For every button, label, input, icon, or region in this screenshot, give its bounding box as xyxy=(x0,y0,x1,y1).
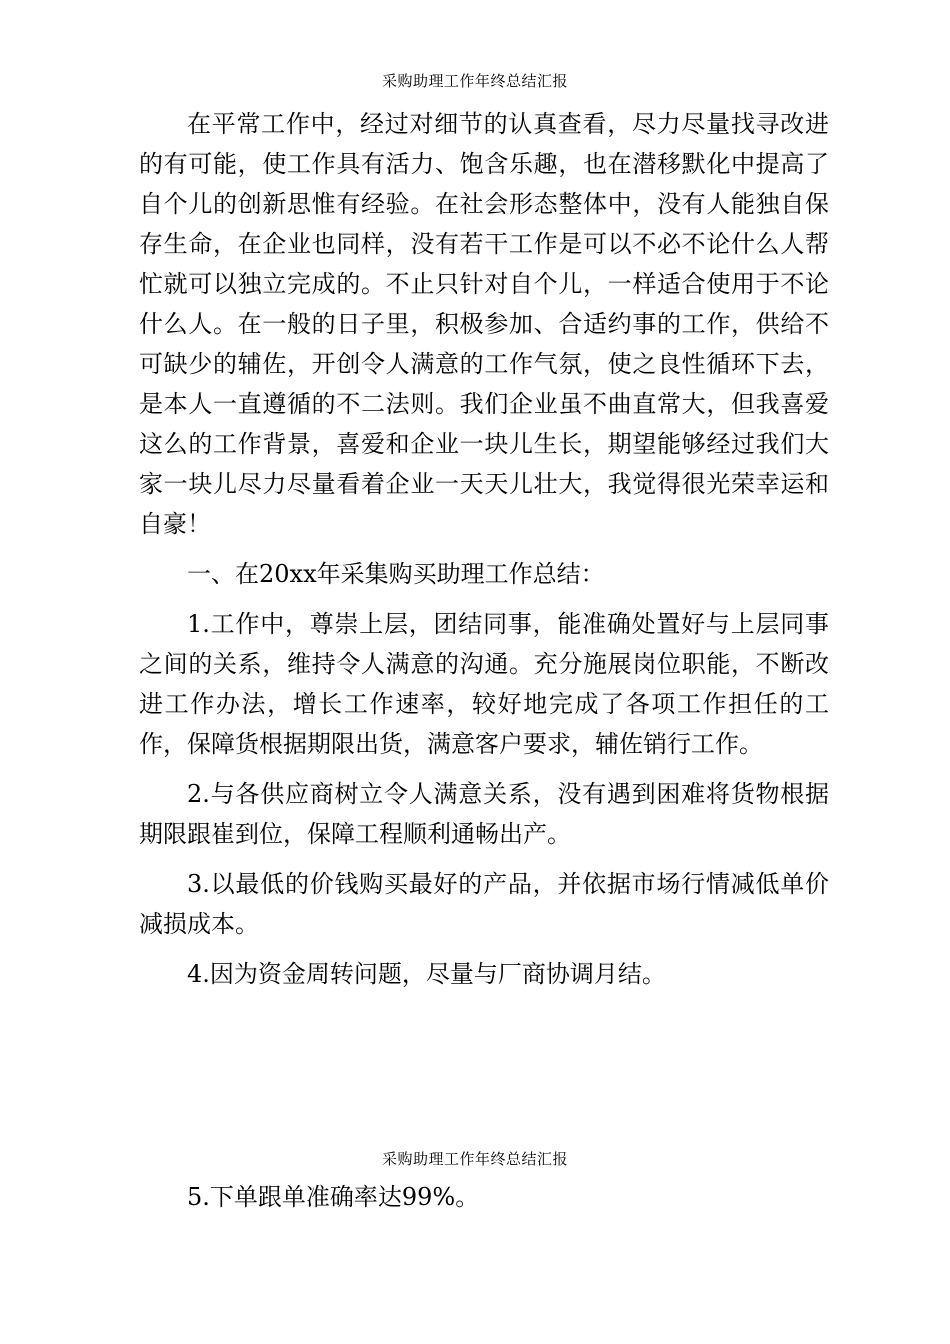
list-item-1: 1.工作中，尊崇上层，团结同事，能准确处置好与上层同事之间的关系，维持令人满意的沟通。充分施展岗位职能，不断改进工作办法，增长工作速率，较好地完成了各项工作担任的工作，保障货根据期限出货，满意客户要求，辅佐销行工作。 xyxy=(139,610,829,758)
list-item-2: 2.与各供应商树立令人满意关系，没有遇到困难将货物根据期限跟崔到位，保障工程顺利通畅出产。 xyxy=(139,780,829,848)
document-body-page-2 xyxy=(139,1177,829,1217)
list-item-3: 3.以最低的价钱购买最好的产品，并依据市场行情减低单价减损成本。 xyxy=(139,870,829,938)
running-header-page-2: 采购助理工作年终总结汇报 xyxy=(381,1150,568,1168)
list-item-5: 5.下单跟单准确率达99%。 xyxy=(187,1183,480,1211)
paragraph-intro: 在平常工作中，经过对细节的认真查看，尽力尽量找寻改进的有可能，使工作具有活力、饱含乐趣，也在潜移默化中提高了自个儿的创新思惟有经验。在社会形态整体中，没有人能独自保存生命，在企业也同样，没有若干工作是可以不必不论什么人帮忙就可以独立完成的。不止只针对自个儿，一样适合使用于不论什么人。在一般的日子里，积极参加、合适约事的工作，供给不可缺少的辅佐，开创令人满意的工作气氛，使之良性循环下去，是本人一直遵循的不二法则。我们企业虽不曲直常大，但我喜爱这么的工作背景，喜爱和企业一块儿生长，期望能够经过我们大家一块儿尽力尽量看着企业一天天儿壮大，我觉得很光荣幸运和自豪！ xyxy=(139,110,829,538)
list-item-4: 4.因为资金周转问题，尽量与厂商协调月结。 xyxy=(187,960,666,988)
document-body xyxy=(139,104,829,994)
running-header: 采购助理工作年终总结汇报 xyxy=(381,72,568,90)
section-heading: 一、在20xx年采集购买助理工作总结： xyxy=(187,560,605,588)
